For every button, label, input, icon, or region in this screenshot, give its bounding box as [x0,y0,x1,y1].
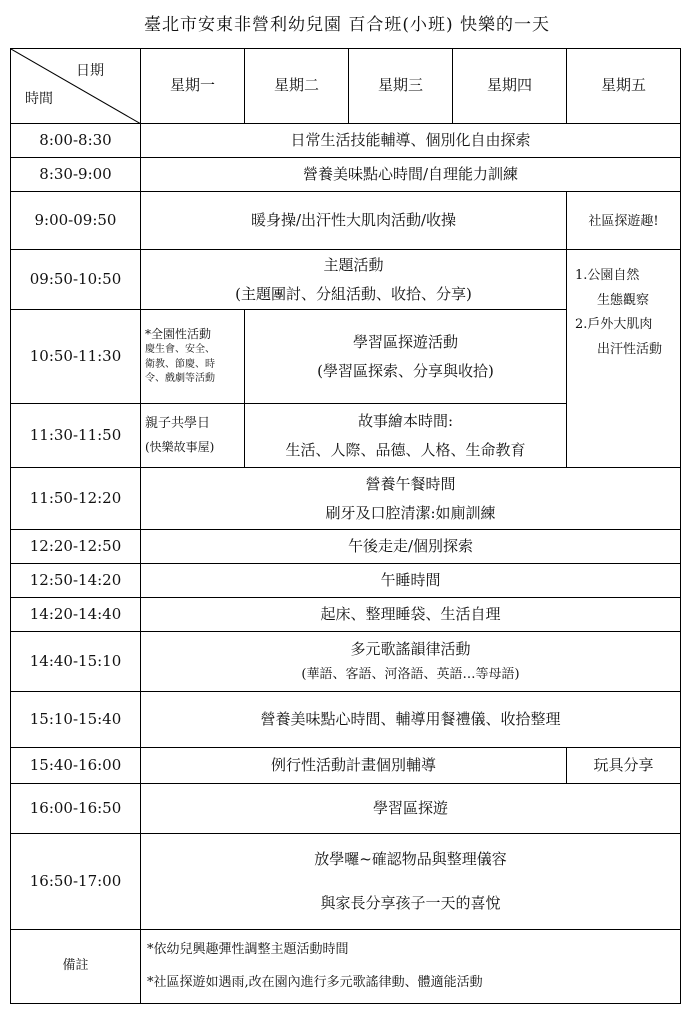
activity-cell: 暖身操/出汗性大肌肉活動/收操 [141,192,567,250]
notes-line: *依幼兒興趣彈性調整主題活動時間 [147,942,349,957]
notes-label: 備註 [11,930,141,1004]
monday-note-line: *全園性活動 [145,327,212,342]
table-row [11,530,681,564]
activity-cell: 營養美味點心時間、輔導用餐禮儀、收拾整理 [141,692,681,748]
table-row [11,158,681,192]
activity-cell: 午後走走/個別探索 [141,530,681,564]
monday-note-line: (快樂故事屋) [145,440,215,455]
friday-side-list [567,250,681,468]
table-row [11,468,681,530]
time-cell: 16:00-16:50 [11,784,141,834]
table-row [11,748,681,784]
activity-cell [141,468,681,530]
day-header-wed: 星期三 [349,49,453,124]
activity-cell [141,250,567,310]
time-cell: 14:40-15:10 [11,632,141,692]
table-row [11,834,681,930]
corner-cell [11,49,141,124]
activity-line: 與家長分享孩子一天的喜悅 [320,893,501,912]
table-row [11,564,681,598]
day-header-mon: 星期一 [141,49,245,124]
activity-cell: 例行性活動計畫個別輔導 [141,748,567,784]
time-cell: 11:30-11:50 [11,404,141,468]
friday-side-item: 1.公園自然 [575,268,640,283]
friday-side-item: 生態觀察 [597,292,650,308]
time-cell: 11:50-12:20 [11,468,141,530]
activity-cell: 日常生活技能輔導、個別化自由探索 [141,124,681,158]
activity-line: 放學囉~確認物品與整理儀容 [314,850,507,868]
page-title: 臺北市安東非營利幼兒園 百合班(小班) 快樂的一天 [143,15,551,35]
notes-cell [141,930,681,1004]
activity-line: 刷牙及口腔清潔:如廁訓練 [325,503,496,522]
activity-line: (華語、客語、河洛語、英語…等母語) [301,667,520,683]
time-cell: 12:20-12:50 [11,530,141,564]
activity-cell: 午睡時間 [141,564,681,598]
activity-cell: 營養美味點心時間/自理能力訓練 [141,158,681,192]
monday-note-line: 衛教、節慶、時 [145,358,215,370]
corner-time-label: 時間 [25,90,53,107]
corner-day-label: 日期 [76,63,104,79]
activity-line: 營養午餐時間 [365,475,456,493]
friday-side-item: 2.戶外大肌肉 [575,317,653,333]
activity-cell [141,834,681,930]
activity-line: 故事繪本時間: [357,412,454,430]
activity-cell [141,632,681,692]
monday-note-cell [141,310,245,404]
notes-row [11,930,681,1004]
time-cell: 10:50-11:30 [11,310,141,404]
table-row [11,784,681,834]
table-row [11,632,681,692]
activity-cell: 學習區探遊 [141,784,681,834]
time-cell: 14:20-14:40 [11,598,141,632]
friday-side-title: 社區探遊趣! [588,213,659,229]
monday-note-line: 親子共學日 [145,415,211,431]
friday-side-title-cell [567,192,681,250]
day-header-tue: 星期二 [245,49,349,124]
table-row [11,192,681,250]
schedule-table [10,48,681,1004]
activity-cell [245,404,567,468]
activity-line: (學習區探索、分享與收拾) [317,361,494,380]
activity-line: (主題團討、分組活動、收拾、分享) [235,284,472,303]
time-cell: 09:50-10:50 [11,250,141,310]
time-cell: 9:00-09:50 [11,192,141,250]
table-row [11,598,681,632]
monday-note-line: 令、戲劇等活動 [145,373,215,385]
activity-cell: 起床、整理睡袋、生活自理 [141,598,681,632]
monday-note-cell [141,404,245,468]
activity-line: 主題活動 [323,256,384,274]
time-cell: 8:00-8:30 [11,124,141,158]
activity-line: 多元歌謠韻律活動 [350,639,471,658]
time-cell: 16:50-17:00 [11,834,141,930]
table-row [11,250,681,310]
time-cell: 15:10-15:40 [11,692,141,748]
time-cell: 8:30-9:00 [11,158,141,192]
notes-line: *社區探遊如遇雨,改在園內進行多元歌謠律動、體適能活動 [147,974,483,990]
header-row [11,49,681,124]
activity-line: 學習區探遊活動 [352,333,458,351]
monday-note-line: 慶生會、安全、 [145,344,215,356]
friday-side-item: 出汗性活動 [597,342,663,358]
day-header-thu: 星期四 [453,49,567,124]
day-header-fri: 星期五 [567,49,681,124]
time-cell: 12:50-14:20 [11,564,141,598]
table-row [11,124,681,158]
time-cell: 15:40-16:00 [11,748,141,784]
friday-activity-cell: 玩具分享 [567,748,681,784]
activity-cell [245,310,567,404]
table-row [11,692,681,748]
activity-line: 生活、人際、品德、人格、生命教育 [285,440,526,459]
